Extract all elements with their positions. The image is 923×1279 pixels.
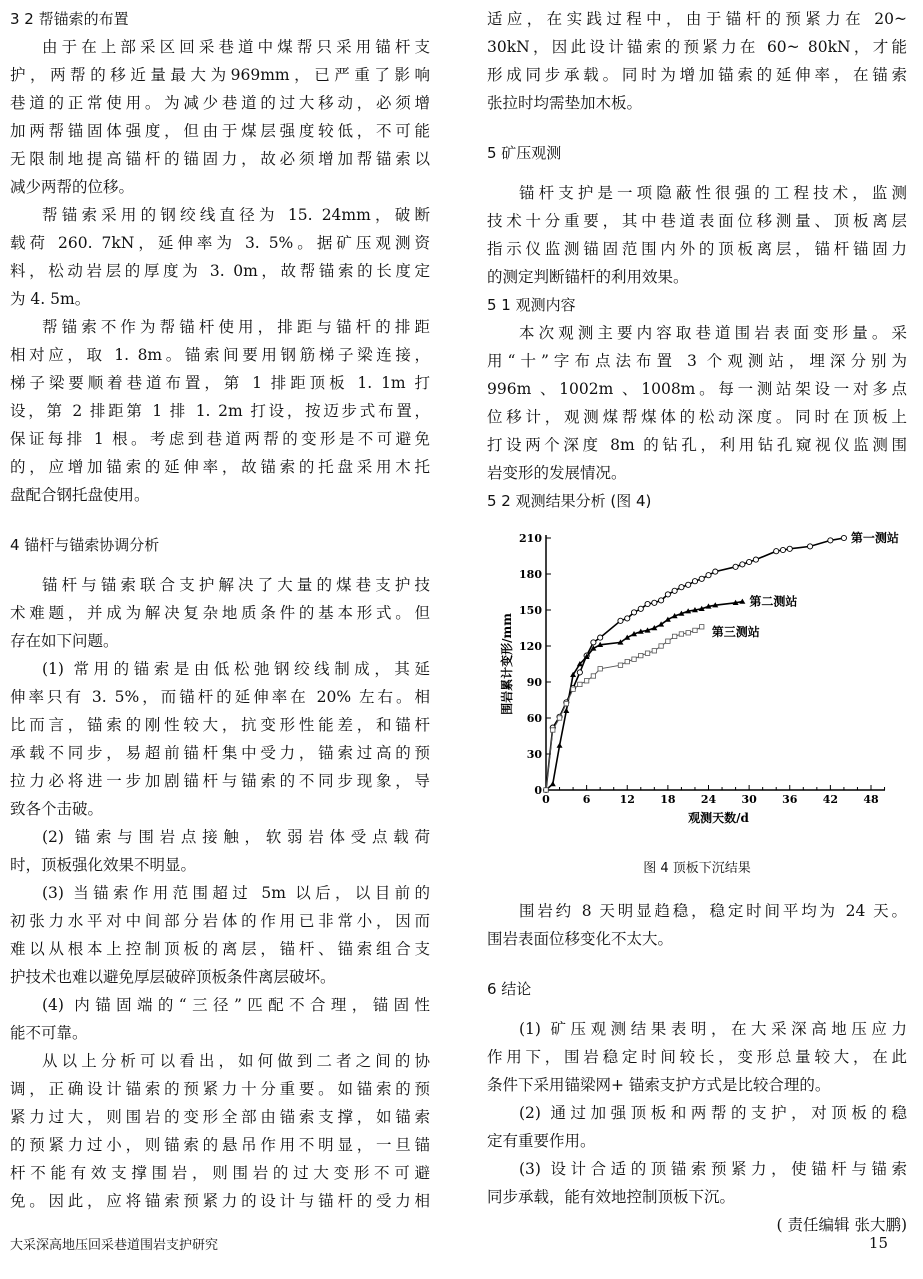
figure-caption: 图 4 顶板下沉结果 (643, 861, 751, 876)
data-point (632, 657, 636, 661)
left-column (10, 5, 430, 1215)
data-point (577, 670, 582, 675)
x-tick-label: 30 (741, 793, 757, 806)
y-tick-label: 210 (519, 532, 542, 545)
text-line: 帮锚索采用的钢绞线直径为 15. 24mm，破断 (42, 206, 430, 224)
text-line: 为 4. 5m。 (10, 290, 91, 308)
y-tick-label: 120 (519, 640, 542, 653)
text-line: (3) 当锚索作用范围超过 5m 以后，以目前的 (42, 884, 430, 902)
series-label: 第三测站 (711, 624, 760, 639)
text-line: 位移计，观测煤帮煤体的松动深度。同时在顶板上 (487, 408, 907, 426)
editor-credit (487, 1211, 907, 1239)
data-point (557, 716, 561, 720)
data-point (753, 557, 758, 562)
data-point (652, 600, 657, 605)
data-point (557, 743, 563, 748)
paragraph (487, 319, 907, 487)
paragraph (487, 897, 907, 953)
text-line: 紧力过大，则围岩的变形全部由锚索支撑，如锚索 (10, 1108, 430, 1126)
text-line: 相对应，取 1. 8m。锚索间要用钢筋梯子梁连接， (10, 346, 430, 364)
data-point (807, 544, 812, 549)
text-line: 存在如下问题。 (10, 632, 119, 650)
data-point (713, 569, 718, 574)
section-heading (487, 139, 907, 167)
paragraph (487, 1015, 907, 1099)
paragraph (10, 823, 430, 879)
text-line: (1) 常用的锚索是由低松弛钢绞线制成，其延 (42, 660, 430, 678)
text-line: (2) 锚索与围岩点接触，软弱岩体受点载荷 (42, 828, 430, 846)
data-point (733, 564, 738, 569)
text-line: 锚杆支护是一项隐蔽性很强的工程技术，监测 (519, 184, 907, 202)
data-point (666, 639, 670, 643)
paragraph (10, 313, 430, 509)
text-line: 岩变形的发展情况。 (487, 464, 627, 482)
text-line: 杆不能有效支撑围岩，则围岩的过大变形不可避 (10, 1164, 430, 1182)
text-line: 设，第 2 排距第 1 排 1. 2m 打设，按迈步式布置， (10, 402, 430, 420)
text-line: (4) 内锚固端的“三径”匹配不合理，锚固性 (42, 996, 430, 1014)
text-line: 4 锚杆与锚索协调分析 (10, 536, 160, 554)
text-line: 同步承载，能有效地控制顶板下沉。 (487, 1188, 736, 1206)
text-line: 的预紧力过小，则锚索的悬吊作用不明显，一旦锚 (10, 1136, 430, 1154)
text-line: 技术十分重要，其中巷道表面位移测量、顶板离层 (487, 212, 907, 230)
text-line: 无限制地提高锚杆的锚固力，故必须增加帮锚索以 (10, 150, 430, 168)
x-tick-label: 18 (660, 793, 676, 806)
text-line: (3) 设计合适的顶锚索预紧力，使锚杆与锚索 (519, 1160, 907, 1178)
text-line: 围岩表面位移变化不太大。 (487, 930, 674, 948)
data-point (679, 585, 684, 590)
text-line: 的测定判断锚杆的利用效果。 (487, 268, 689, 286)
text-line: 梯子梁要顺着巷道布置，第 1 排距顶板 1. 1m 打 (10, 374, 430, 392)
data-point (625, 616, 630, 621)
y-axis-label: 围岩累计变形/mm (500, 613, 514, 715)
paragraph (10, 571, 430, 655)
running-footer-title: 大采深高地压回采巷道围岩支护研究 (10, 1238, 219, 1253)
data-point (625, 659, 629, 663)
text-line: 料，松动岩层的厚度为 3. 0m，故帮锚索的长度定 (10, 262, 430, 280)
data-point (631, 610, 636, 615)
section-heading (487, 291, 907, 319)
text-line: 用“十”字布点法布置 3 个观测站，埋深分别为 (487, 352, 907, 370)
data-point (571, 687, 575, 691)
data-point (747, 559, 752, 564)
text-line: 5 矿压观测 (487, 144, 562, 162)
data-point (686, 631, 690, 635)
data-point (686, 582, 691, 587)
text-line: 护，两帮的移近量最大为969mm，已严重了影响 (10, 66, 430, 84)
x-tick-label: 36 (782, 793, 798, 806)
text-line: 护技术也难以避免厚层破碎顶板条件离层破坏。 (10, 968, 336, 986)
text-line: 致各个击破。 (10, 800, 104, 818)
page-number: 15 (868, 1234, 888, 1252)
data-point (659, 644, 663, 648)
data-point (828, 538, 833, 543)
text-line: 承载不同步，易超前锚杆集中受力，锚索过高的预 (10, 744, 430, 762)
data-point (692, 579, 697, 584)
series-line (546, 627, 702, 790)
paragraph (10, 655, 430, 823)
text-line: ( 责任编辑 张大鹏) (776, 1216, 907, 1234)
data-point (841, 535, 846, 540)
text-line: 张拉时均需垫加木板。 (487, 94, 643, 112)
text-line: 初张力水平对中间部分岩体的作用已非常小，因而 (10, 912, 430, 930)
figure-4-chart (495, 525, 915, 835)
text-line: 巷道的正常使用。为减少巷道的过大移动，必须增 (10, 94, 430, 112)
y-tick-label: 60 (526, 712, 542, 725)
data-point (618, 663, 622, 667)
text-line: 比而言，锚索的刚性较大，抗变形性能差，和锚杆 (10, 716, 430, 734)
paragraph (10, 1047, 430, 1215)
text-line: 形成同步承载。同时为增加锚索的延伸率，在锚索 (487, 66, 907, 84)
paragraph (10, 991, 430, 1047)
text-line: 围岩约 8 天明显趋稳，稳定时间平均为 24 天。 (519, 902, 907, 920)
data-point (774, 549, 779, 554)
text-line: 伸率只有 3. 5%，而锚杆的延伸率在 20% 左右。相 (10, 688, 430, 706)
text-line: 调，正确设计锚索的预紧力十分重要。如锚索的预 (10, 1080, 430, 1098)
x-tick-label: 24 (700, 793, 717, 806)
text-line: 指示仪监测锚固范围内外的顶板离层，锚杆锚固力 (487, 240, 907, 258)
text-line: 的，应增加锚索的延伸率，故锚索的托盘采用木托 (10, 458, 430, 476)
data-point (618, 618, 623, 623)
text-line: 时，顶板强化效果不明显。 (10, 856, 197, 874)
text-line: 5 1 观测内容 (487, 296, 576, 314)
paragraph (10, 879, 430, 991)
y-tick-label: 0 (534, 784, 542, 797)
text-line: 难以从根本上控制顶板的离层，锚杆、锚索组合支 (10, 940, 430, 958)
series-line (546, 538, 844, 790)
text-line: 适应，在实践过程中，由于锚杆的预紧力在 20~ (487, 10, 907, 28)
data-point (591, 640, 596, 645)
paragraph (487, 5, 907, 117)
y-tick-label: 30 (526, 748, 542, 761)
series-label: 第二测站 (749, 594, 798, 609)
y-tick-label: 180 (519, 568, 542, 581)
x-tick-label: 12 (619, 793, 635, 806)
paragraph (10, 33, 430, 201)
x-axis-label: 观测天数/d (688, 811, 749, 825)
data-point (780, 547, 785, 552)
text-line: 载荷 260. 7kN，延伸率为 3. 5%。据矿压观测资 (10, 234, 430, 252)
x-tick-label: 0 (542, 793, 550, 806)
data-point (652, 649, 656, 653)
text-line: 加两帮锚固体强度，但由于煤层强度较低，不可能 (10, 122, 430, 140)
data-point (645, 651, 649, 655)
data-point (672, 634, 676, 638)
data-point (699, 576, 704, 581)
section-heading (487, 487, 907, 515)
text-line: 术难题，并成为解决复杂地质条件的基本形式。但 (10, 604, 430, 622)
text-line: 拉力必将进一步加剧锚杆与锚索的不同步现象，导 (10, 772, 430, 790)
text-line: 从以上分析可以看出，如何做到二者之间的协 (42, 1052, 430, 1070)
text-line: 能不可靠。 (10, 1024, 88, 1042)
data-point (665, 592, 670, 597)
data-point (564, 701, 568, 705)
data-point (645, 601, 650, 606)
data-point (550, 781, 556, 786)
text-line: 本次观测主要内容取巷道围岩表面变形量。采 (519, 324, 907, 342)
data-point (740, 562, 745, 567)
text-line: 由于在上部采区回采巷道中煤帮只采用锚杆支 (42, 38, 430, 56)
section-heading (10, 5, 430, 33)
x-tick-label: 48 (863, 793, 879, 806)
text-line: 盘配合钢托盘使用。 (10, 486, 150, 504)
data-point (693, 628, 697, 632)
text-line: 30kN，因此设计锚索的预紧力在 60~ 80kN，才能 (487, 38, 907, 56)
text-line: 6 结论 (487, 980, 532, 998)
text-line: 免。因此，应将锚索预紧力的设计与锚杆的受力相 (10, 1192, 430, 1210)
paragraph (487, 1155, 907, 1211)
y-tick-label: 150 (519, 604, 542, 617)
paragraph (487, 179, 907, 291)
text-line: 减少两帮的位移。 (10, 178, 135, 196)
text-line: 定有重要作用。 (487, 1132, 596, 1150)
series-label: 第一测站 (850, 531, 899, 545)
data-point (591, 674, 595, 678)
data-point (787, 546, 792, 551)
y-tick-label: 90 (526, 676, 542, 689)
data-point (598, 635, 603, 640)
section-heading (487, 975, 907, 1003)
text-line: 条件下采用锚梁网+ 锚索支护方式是比较合理的。 (487, 1076, 831, 1094)
text-line: 996m 、1002m 、1008m。每一测站架设一对多点 (487, 380, 907, 398)
data-point (598, 667, 602, 671)
data-point (679, 632, 683, 636)
text-line: 作用下，围岩稳定时间较长，变形总量较大，在此 (487, 1048, 907, 1066)
text-line: 帮锚索不作为帮锚杆使用，排距与锚杆的排距 (42, 318, 430, 336)
text-line: 打设两个深度 8m 的钻孔，利用钻孔窥视仪监测围 (487, 436, 907, 454)
data-point (700, 625, 704, 629)
data-point (706, 573, 711, 578)
data-point (551, 728, 555, 732)
data-point (638, 606, 643, 611)
x-tick-label: 6 (582, 793, 591, 806)
text-line: 锚杆与锚索联合支护解决了大量的煤巷支护技 (42, 576, 430, 594)
section-heading (10, 531, 430, 559)
data-point (544, 788, 548, 792)
text-line: 保证每排 1 根。考虑到巷道两帮的变形是不可避免 (10, 430, 430, 448)
paragraph (487, 1099, 907, 1155)
data-point (659, 598, 664, 603)
paragraph (10, 201, 430, 313)
text-line: 3 2 帮锚索的布置 (10, 10, 129, 28)
text-line: 5 2 观测结果分析 (图 4) (487, 492, 652, 510)
data-point (584, 679, 588, 683)
text-line: (1) 矿压观测结果表明，在大采深高地压应力 (519, 1020, 907, 1038)
data-point (578, 682, 582, 686)
data-point (639, 653, 643, 657)
x-tick-label: 42 (822, 793, 839, 806)
data-point (672, 588, 677, 593)
text-line: (2) 通过加强顶板和两帮的支护，对顶板的稳 (519, 1104, 907, 1122)
